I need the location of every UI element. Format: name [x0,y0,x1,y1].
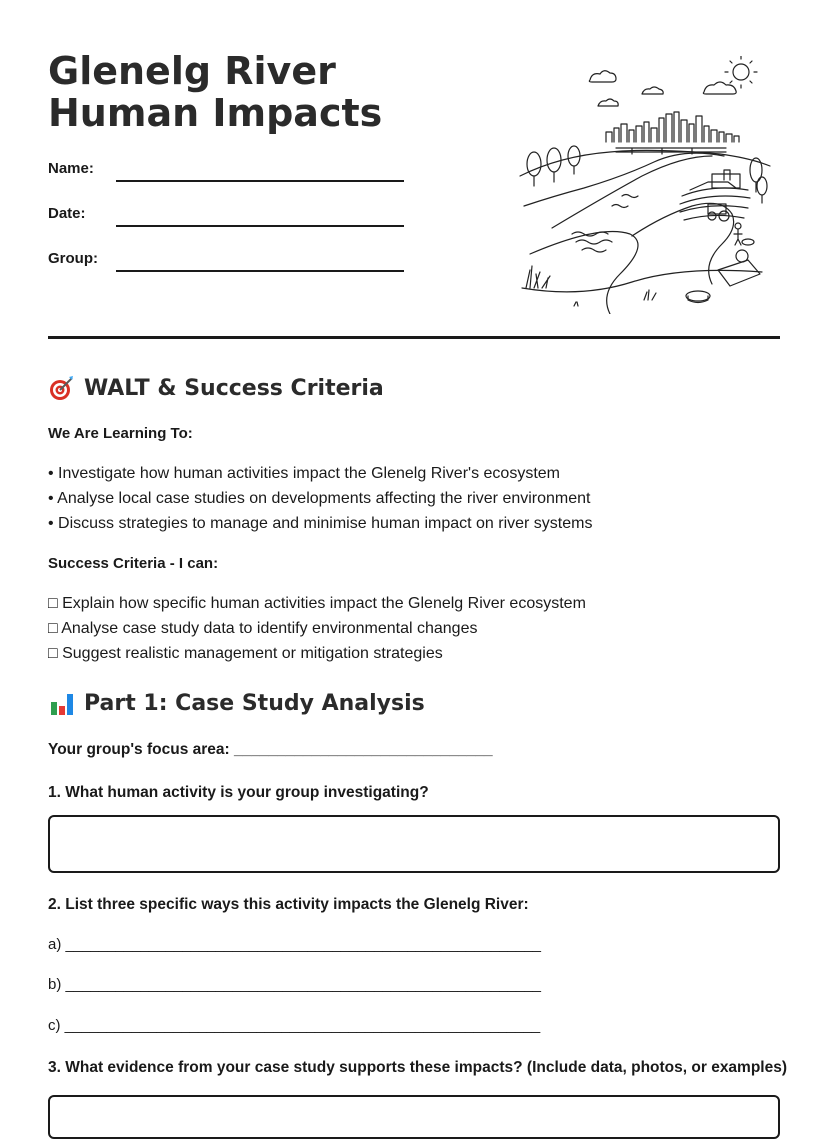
group-label: Group: [48,250,98,267]
walt-heading-text: WALT & Success Criteria [84,375,384,401]
learning-heading: We Are Learning To: [48,425,193,442]
question-3: 3. What evidence from your case study supports these impacts? (Include data, photos, or examples) [48,1059,788,1076]
learning-item-2: • Analyse local case studies on developments affecting the river environment [48,490,591,507]
group-field[interactable] [116,270,404,272]
question-1-answer-box[interactable] [48,815,780,873]
river-landscape-illustration [512,56,778,314]
question-2-answer-b[interactable]: b) _________________________________________________________ [48,976,542,993]
learning-item-3: • Discuss strategies to manage and minimise human impact on river systems [48,515,593,532]
part1-heading [48,689,425,717]
header-divider [48,336,780,339]
focus-area-field[interactable]: Your group's focus area: ______________________________ [48,741,493,758]
part1-heading-text: Part 1: Case Study Analysis [84,690,425,716]
criteria-item-1[interactable]: □ Explain how specific human activities impact the Glenelg River ecosystem [48,595,586,612]
question-2-answer-c[interactable]: c) _________________________________________________________ [48,1017,541,1034]
target-dart-icon [48,374,76,402]
question-1: 1. What human activity is your group investigating? [48,784,429,801]
bar-chart-icon [48,689,76,717]
worksheet-title: Glenelg River Human Impacts [48,49,383,135]
name-field[interactable] [116,180,404,182]
question-2: 2. List three specific ways this activity impacts the Glenelg River: [48,896,529,913]
question-2-answer-a[interactable]: a) _________________________________________________________ [48,936,542,953]
criteria-item-3[interactable]: □ Suggest realistic management or mitigation strategies [48,645,443,662]
date-field[interactable] [116,225,404,227]
learning-item-1: • Investigate how human activities impact the Glenelg River's ecosystem [48,465,560,482]
question-3-answer-box[interactable] [48,1095,780,1139]
criteria-heading: Success Criteria - I can: [48,555,219,572]
walt-heading [48,374,384,402]
criteria-item-2[interactable]: □ Analyse case study data to identify environmental changes [48,620,478,637]
name-label: Name: [48,160,94,177]
date-label: Date: [48,205,86,222]
